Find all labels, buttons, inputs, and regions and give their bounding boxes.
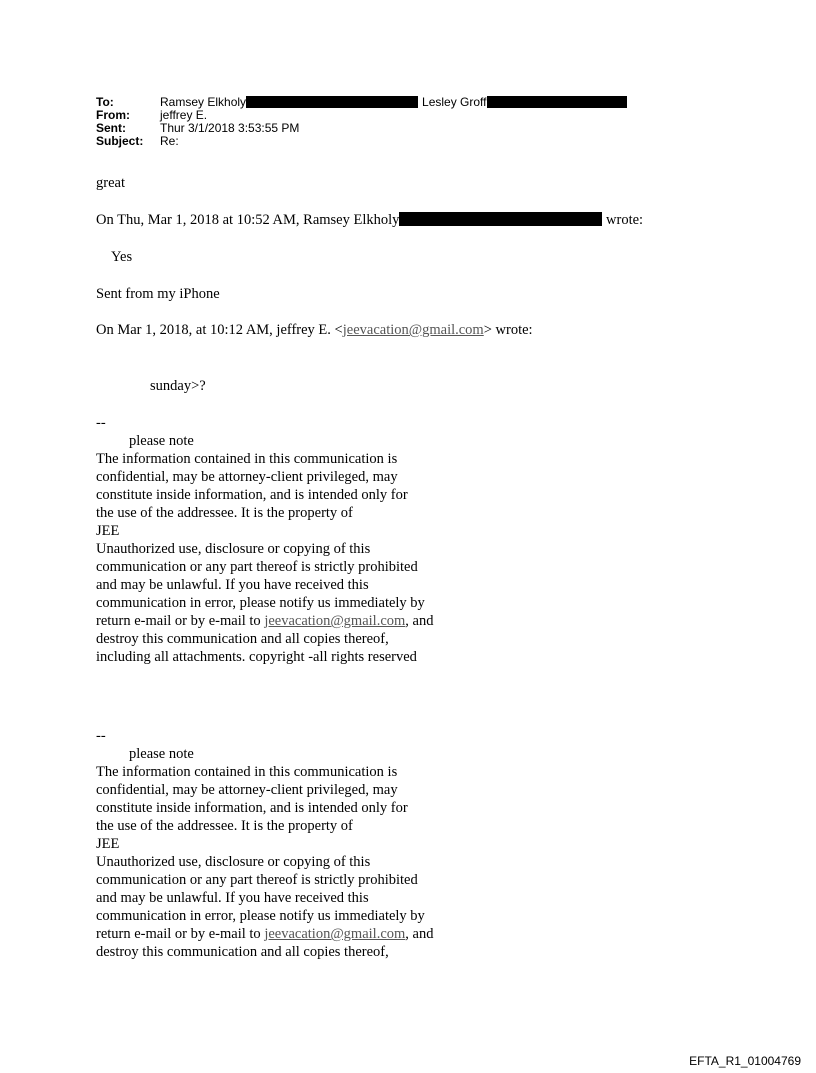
- sent-label: Sent:: [96, 121, 126, 135]
- disclaimer-line: constitute inside information, and is intended only for: [96, 487, 408, 503]
- from-label: From:: [96, 108, 130, 122]
- disclaimer-line: including all attachments. copyright -all rights reserved: [96, 649, 417, 665]
- quote-1-prefix: On Thu, Mar 1, 2018 at 10:52 AM, Ramsey Elkholy: [96, 212, 400, 228]
- disclaimer-note: please note: [129, 433, 194, 449]
- disclaimer-line: the use of the addressee. It is the property of: [96, 818, 353, 834]
- disclaimer-line: communication or any part thereof is strictly prohibited: [96, 872, 418, 888]
- disclaimer-line: The information contained in this communication is: [96, 764, 398, 780]
- email-link[interactable]: jeevacation@gmail.com: [342, 322, 484, 338]
- quote-2-prefix: On Mar 1, 2018, at 10:12 AM, jeffrey E. <: [96, 322, 343, 338]
- subject-label: Subject:: [96, 134, 144, 148]
- disclaimer-2: [96, 727, 433, 961]
- to-name-1: Ramsey Elkholy: [160, 95, 247, 109]
- from-value: jeffrey E.: [160, 108, 208, 122]
- disclaimer-line: communication or any part thereof is strictly prohibited: [96, 559, 418, 575]
- email-link[interactable]: jeevacation@gmail.com: [264, 613, 406, 629]
- reply-text: great: [96, 175, 125, 191]
- disclaimer-line: JEE: [96, 836, 120, 852]
- disclaimer-line: and may be unlawful. If you have received this: [96, 577, 369, 593]
- redaction-bar: [246, 96, 418, 108]
- disclaimer-line: The information contained in this communication is: [96, 451, 398, 467]
- disclaimer-line: constitute inside information, and is intended only for: [96, 800, 408, 816]
- sent-value: Thur 3/1/2018 3:53:55 PM: [160, 121, 300, 135]
- disclaimer-line: communication in error, please notify us immediately by: [96, 908, 425, 924]
- separator: --: [96, 728, 106, 744]
- to-label: To:: [96, 95, 114, 109]
- separator: --: [96, 415, 106, 431]
- sent-from-text: Sent from my iPhone: [96, 286, 220, 302]
- disclaimer-email-prefix: return e-mail or by e-mail to: [96, 926, 265, 942]
- disclaimer-line: Unauthorized use, disclosure or copying of this: [96, 854, 371, 870]
- redaction-bar: [487, 96, 627, 108]
- yes-text: Yes: [111, 249, 133, 265]
- to-value: [160, 96, 627, 109]
- sunday-text: sunday>?: [150, 378, 206, 394]
- disclaimer-line: destroy this communication and all copies thereof,: [96, 944, 389, 960]
- disclaimer-line: Unauthorized use, disclosure or copying of this: [96, 541, 371, 557]
- quote-2-attribution: [96, 321, 533, 339]
- disclaimer-line: confidential, may be attorney-client privileged, may: [96, 782, 398, 798]
- subject-value: Re:: [160, 134, 179, 148]
- disclaimer-line: JEE: [96, 523, 120, 539]
- disclaimer-line: communication in error, please notify us immediately by: [96, 595, 425, 611]
- email-link[interactable]: jeevacation@gmail.com: [264, 926, 406, 942]
- quote-1-attribution: [96, 211, 643, 229]
- bates-number: EFTA_R1_01004769: [689, 1054, 801, 1068]
- disclaimer-line: confidential, may be attorney-client privileged, may: [96, 469, 398, 485]
- to-name-2: Lesley Groff: [422, 95, 487, 109]
- disclaimer-line: [96, 925, 433, 943]
- disclaimer-line: destroy this communication and all copies thereof,: [96, 631, 389, 647]
- disclaimer-email-prefix: return e-mail or by e-mail to: [96, 613, 265, 629]
- redaction-bar: [399, 212, 602, 226]
- disclaimer-note: please note: [129, 746, 194, 762]
- disclaimer-line: and may be unlawful. If you have received this: [96, 890, 369, 906]
- quote-1-suffix: wrote:: [606, 212, 644, 228]
- disclaimer-line: the use of the addressee. It is the property of: [96, 505, 353, 521]
- quote-2-suffix: > wrote:: [483, 322, 533, 338]
- disclaimer-email-suffix: , and: [405, 613, 434, 629]
- disclaimer-1: [96, 414, 433, 666]
- disclaimer-line: [96, 612, 433, 630]
- disclaimer-email-suffix: , and: [405, 926, 434, 942]
